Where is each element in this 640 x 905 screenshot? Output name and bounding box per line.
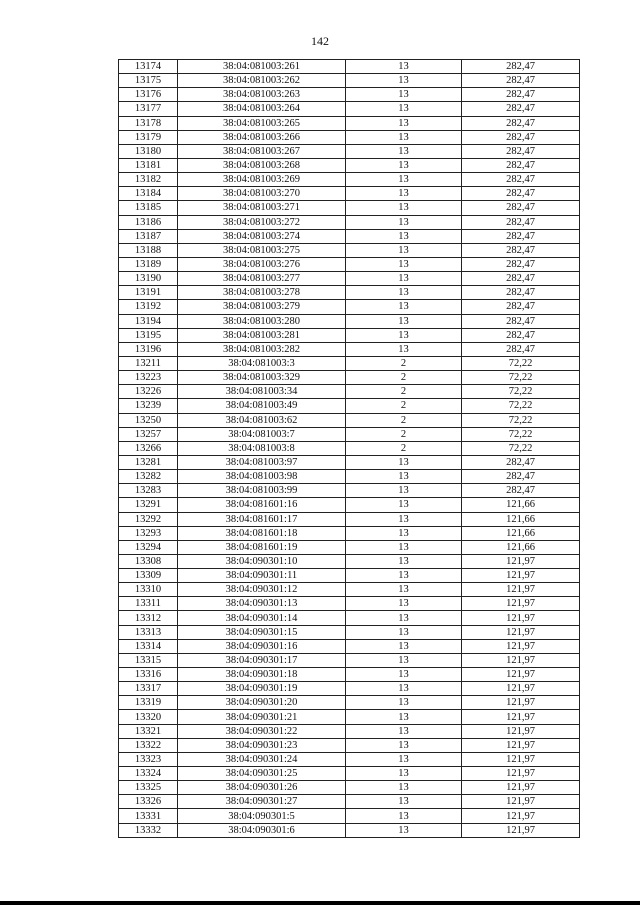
row-id-cell: 13250	[119, 413, 178, 427]
quantity-cell: 13	[346, 455, 462, 469]
value-cell: 121,97	[462, 696, 580, 710]
value-cell: 282,47	[462, 88, 580, 102]
cadastral-number-cell: 38:04:081003:263	[178, 88, 346, 102]
quantity-cell: 13	[346, 809, 462, 823]
table-row	[119, 144, 580, 158]
value-cell: 121,97	[462, 795, 580, 809]
cadastral-number-cell: 38:04:081003:97	[178, 455, 346, 469]
table-row	[119, 385, 580, 399]
row-id-cell: 13174	[119, 60, 178, 74]
cadastral-number-cell: 38:04:081003:274	[178, 229, 346, 243]
table-row	[119, 781, 580, 795]
row-id-cell: 13331	[119, 809, 178, 823]
value-cell: 121,97	[462, 724, 580, 738]
cadastral-number-cell: 38:04:090301:14	[178, 611, 346, 625]
value-cell: 282,47	[462, 130, 580, 144]
quantity-cell: 13	[346, 724, 462, 738]
page-number: 142	[311, 34, 329, 48]
table-row	[119, 526, 580, 540]
cadastral-number-cell: 38:04:081003:268	[178, 158, 346, 172]
cadastral-number-cell: 38:04:090301:23	[178, 738, 346, 752]
cadastral-number-cell: 38:04:081003:49	[178, 399, 346, 413]
quantity-cell: 13	[346, 682, 462, 696]
row-id-cell: 13226	[119, 385, 178, 399]
table-row	[119, 752, 580, 766]
value-cell: 72,22	[462, 441, 580, 455]
cadastral-number-cell: 38:04:090301:5	[178, 809, 346, 823]
quantity-cell: 13	[346, 781, 462, 795]
row-id-cell: 13320	[119, 710, 178, 724]
value-cell: 282,47	[462, 484, 580, 498]
value-cell: 121,97	[462, 569, 580, 583]
row-id-cell: 13177	[119, 102, 178, 116]
quantity-cell: 2	[346, 399, 462, 413]
quantity-cell: 13	[346, 625, 462, 639]
table-row	[119, 809, 580, 823]
cadastral-number-cell: 38:04:081003:281	[178, 328, 346, 342]
quantity-cell: 13	[346, 300, 462, 314]
quantity-cell: 2	[346, 441, 462, 455]
value-cell: 282,47	[462, 187, 580, 201]
row-id-cell: 13192	[119, 300, 178, 314]
table-row	[119, 639, 580, 653]
cadastral-number-cell: 38:04:081601:18	[178, 526, 346, 540]
value-cell: 282,47	[462, 342, 580, 356]
value-cell: 282,47	[462, 314, 580, 328]
row-id-cell: 13180	[119, 144, 178, 158]
row-id-cell: 13325	[119, 781, 178, 795]
value-cell: 121,97	[462, 554, 580, 568]
table-row	[119, 470, 580, 484]
value-cell: 282,47	[462, 74, 580, 88]
table-row	[119, 724, 580, 738]
cadastral-number-cell: 38:04:081003:275	[178, 243, 346, 257]
value-cell: 282,47	[462, 286, 580, 300]
table-row	[119, 158, 580, 172]
cadastral-number-cell: 38:04:081003:267	[178, 144, 346, 158]
table-row	[119, 625, 580, 639]
quantity-cell: 13	[346, 116, 462, 130]
row-id-cell: 13179	[119, 130, 178, 144]
value-cell: 282,47	[462, 60, 580, 74]
table-row	[119, 286, 580, 300]
row-id-cell: 13317	[119, 682, 178, 696]
row-id-cell: 13321	[119, 724, 178, 738]
cadastral-number-cell: 38:04:090301:20	[178, 696, 346, 710]
quantity-cell: 13	[346, 696, 462, 710]
value-cell: 72,22	[462, 356, 580, 370]
value-cell: 121,97	[462, 738, 580, 752]
cadastral-number-cell: 38:04:081003:8	[178, 441, 346, 455]
value-cell: 282,47	[462, 257, 580, 271]
cadastral-number-cell: 38:04:081003:329	[178, 371, 346, 385]
row-id-cell: 13319	[119, 696, 178, 710]
value-cell: 72,22	[462, 413, 580, 427]
row-id-cell: 13316	[119, 668, 178, 682]
cadastral-number-cell: 38:04:081003:276	[178, 257, 346, 271]
value-cell: 282,47	[462, 243, 580, 257]
table-row	[119, 540, 580, 554]
quantity-cell: 13	[346, 229, 462, 243]
row-id-cell: 13178	[119, 116, 178, 130]
quantity-cell: 13	[346, 653, 462, 667]
value-cell: 121,97	[462, 781, 580, 795]
quantity-cell: 13	[346, 710, 462, 724]
quantity-cell: 13	[346, 60, 462, 74]
cadastral-number-cell: 38:04:081003:270	[178, 187, 346, 201]
value-cell: 72,22	[462, 399, 580, 413]
value-cell: 72,22	[462, 385, 580, 399]
quantity-cell: 13	[346, 215, 462, 229]
cadastral-number-cell: 38:04:081003:272	[178, 215, 346, 229]
row-id-cell: 13332	[119, 823, 178, 837]
cadastral-number-cell: 38:04:081003:62	[178, 413, 346, 427]
table-row	[119, 300, 580, 314]
value-cell: 121,97	[462, 611, 580, 625]
table-row	[119, 371, 580, 385]
table-row	[119, 583, 580, 597]
value-cell: 282,47	[462, 229, 580, 243]
row-id-cell: 13185	[119, 201, 178, 215]
quantity-cell: 13	[346, 512, 462, 526]
row-id-cell: 13291	[119, 498, 178, 512]
value-cell: 121,66	[462, 498, 580, 512]
cadastral-number-cell: 38:04:081601:16	[178, 498, 346, 512]
quantity-cell: 13	[346, 484, 462, 498]
cadastral-number-cell: 38:04:081003:3	[178, 356, 346, 370]
table-row	[119, 116, 580, 130]
quantity-cell: 2	[346, 427, 462, 441]
value-cell: 282,47	[462, 455, 580, 469]
row-id-cell: 13195	[119, 328, 178, 342]
row-id-cell: 13191	[119, 286, 178, 300]
cadastral-number-cell: 38:04:081003:34	[178, 385, 346, 399]
row-id-cell: 13211	[119, 356, 178, 370]
value-cell: 121,97	[462, 809, 580, 823]
cadastral-number-cell: 38:04:090301:17	[178, 653, 346, 667]
cadastral-number-cell: 38:04:090301:26	[178, 781, 346, 795]
row-id-cell: 13239	[119, 399, 178, 413]
row-id-cell: 13293	[119, 526, 178, 540]
cadastral-table	[118, 59, 580, 838]
value-cell: 121,66	[462, 540, 580, 554]
row-id-cell: 13196	[119, 342, 178, 356]
row-id-cell: 13308	[119, 554, 178, 568]
value-cell: 121,97	[462, 682, 580, 696]
table-row	[119, 696, 580, 710]
quantity-cell: 13	[346, 314, 462, 328]
row-id-cell: 13282	[119, 470, 178, 484]
table-row	[119, 314, 580, 328]
row-id-cell: 13324	[119, 767, 178, 781]
value-cell: 282,47	[462, 300, 580, 314]
quantity-cell: 13	[346, 611, 462, 625]
row-id-cell: 13190	[119, 272, 178, 286]
table-row	[119, 173, 580, 187]
value-cell: 282,47	[462, 470, 580, 484]
value-cell: 282,47	[462, 158, 580, 172]
value-cell: 121,66	[462, 526, 580, 540]
table-row	[119, 215, 580, 229]
cadastral-number-cell: 38:04:081003:282	[178, 342, 346, 356]
table-row	[119, 512, 580, 526]
table-row	[119, 399, 580, 413]
table-row	[119, 328, 580, 342]
cadastral-number-cell: 38:04:090301:22	[178, 724, 346, 738]
cadastral-number-cell: 38:04:090301:25	[178, 767, 346, 781]
row-id-cell: 13223	[119, 371, 178, 385]
row-id-cell: 13187	[119, 229, 178, 243]
row-id-cell: 13186	[119, 215, 178, 229]
quantity-cell: 13	[346, 597, 462, 611]
value-cell: 121,97	[462, 625, 580, 639]
row-id-cell: 13176	[119, 88, 178, 102]
row-id-cell: 13311	[119, 597, 178, 611]
cadastral-number-cell: 38:04:090301:6	[178, 823, 346, 837]
row-id-cell: 13175	[119, 74, 178, 88]
table-row	[119, 272, 580, 286]
cadastral-number-cell: 38:04:081003:99	[178, 484, 346, 498]
table-row	[119, 823, 580, 837]
value-cell: 72,22	[462, 371, 580, 385]
table-row	[119, 60, 580, 74]
table-row	[119, 738, 580, 752]
value-cell: 282,47	[462, 173, 580, 187]
quantity-cell: 2	[346, 356, 462, 370]
table-row	[119, 569, 580, 583]
quantity-cell: 13	[346, 201, 462, 215]
quantity-cell: 13	[346, 272, 462, 286]
value-cell: 121,66	[462, 512, 580, 526]
row-id-cell: 13315	[119, 653, 178, 667]
value-cell: 121,97	[462, 583, 580, 597]
value-cell: 121,97	[462, 639, 580, 653]
quantity-cell: 13	[346, 88, 462, 102]
table-row	[119, 201, 580, 215]
quantity-cell: 13	[346, 470, 462, 484]
table-row	[119, 102, 580, 116]
cadastral-number-cell: 38:04:081003:269	[178, 173, 346, 187]
table-row	[119, 455, 580, 469]
row-id-cell: 13281	[119, 455, 178, 469]
quantity-cell: 13	[346, 158, 462, 172]
table-row	[119, 710, 580, 724]
value-cell: 121,97	[462, 752, 580, 766]
value-cell: 282,47	[462, 215, 580, 229]
quantity-cell: 13	[346, 738, 462, 752]
row-id-cell: 13188	[119, 243, 178, 257]
row-id-cell: 13323	[119, 752, 178, 766]
quantity-cell: 13	[346, 328, 462, 342]
row-id-cell: 13184	[119, 187, 178, 201]
table-row	[119, 653, 580, 667]
cadastral-number-cell: 38:04:081003:261	[178, 60, 346, 74]
cadastral-number-cell: 38:04:081003:278	[178, 286, 346, 300]
table-row	[119, 342, 580, 356]
table-row	[119, 767, 580, 781]
value-cell: 121,97	[462, 823, 580, 837]
table-row	[119, 498, 580, 512]
quantity-cell: 13	[346, 583, 462, 597]
table-row	[119, 413, 580, 427]
table-row	[119, 229, 580, 243]
row-id-cell: 13310	[119, 583, 178, 597]
cadastral-number-cell: 38:04:081003:280	[178, 314, 346, 328]
table-row	[119, 88, 580, 102]
value-cell: 282,47	[462, 116, 580, 130]
row-id-cell: 13194	[119, 314, 178, 328]
cadastral-number-cell: 38:04:081003:264	[178, 102, 346, 116]
table-row	[119, 597, 580, 611]
cadastral-number-cell: 38:04:090301:24	[178, 752, 346, 766]
value-cell: 282,47	[462, 144, 580, 158]
value-cell: 121,97	[462, 653, 580, 667]
row-id-cell: 13292	[119, 512, 178, 526]
value-cell: 282,47	[462, 272, 580, 286]
table-row	[119, 243, 580, 257]
row-id-cell: 13182	[119, 173, 178, 187]
quantity-cell: 13	[346, 569, 462, 583]
cadastral-number-cell: 38:04:081601:17	[178, 512, 346, 526]
value-cell: 282,47	[462, 201, 580, 215]
value-cell: 121,97	[462, 668, 580, 682]
value-cell: 121,97	[462, 710, 580, 724]
row-id-cell: 13322	[119, 738, 178, 752]
row-id-cell: 13283	[119, 484, 178, 498]
cadastral-number-cell: 38:04:090301:19	[178, 682, 346, 696]
row-id-cell: 13309	[119, 569, 178, 583]
cadastral-number-cell: 38:04:090301:27	[178, 795, 346, 809]
cadastral-number-cell: 38:04:090301:11	[178, 569, 346, 583]
quantity-cell: 13	[346, 74, 462, 88]
value-cell: 121,97	[462, 597, 580, 611]
row-id-cell: 13266	[119, 441, 178, 455]
cadastral-number-cell: 38:04:090301:13	[178, 597, 346, 611]
cadastral-number-cell: 38:04:090301:12	[178, 583, 346, 597]
row-id-cell: 13326	[119, 795, 178, 809]
row-id-cell: 13294	[119, 540, 178, 554]
table-body	[119, 60, 580, 838]
row-id-cell: 13312	[119, 611, 178, 625]
value-cell: 121,97	[462, 767, 580, 781]
cadastral-number-cell: 38:04:090301:15	[178, 625, 346, 639]
quantity-cell: 13	[346, 243, 462, 257]
value-cell: 72,22	[462, 427, 580, 441]
quantity-cell: 13	[346, 668, 462, 682]
quantity-cell: 13	[346, 286, 462, 300]
cadastral-number-cell: 38:04:081003:265	[178, 116, 346, 130]
table-row	[119, 668, 580, 682]
table-row	[119, 356, 580, 370]
table-row	[119, 441, 580, 455]
row-id-cell: 13313	[119, 625, 178, 639]
cadastral-number-cell: 38:04:081003:7	[178, 427, 346, 441]
table-row	[119, 484, 580, 498]
quantity-cell: 13	[346, 526, 462, 540]
quantity-cell: 13	[346, 554, 462, 568]
cadastral-number-cell: 38:04:081003:271	[178, 201, 346, 215]
table-row	[119, 554, 580, 568]
value-cell: 282,47	[462, 102, 580, 116]
cadastral-number-cell: 38:04:081601:19	[178, 540, 346, 554]
table-row	[119, 187, 580, 201]
value-cell: 282,47	[462, 328, 580, 342]
quantity-cell: 13	[346, 173, 462, 187]
quantity-cell: 2	[346, 371, 462, 385]
row-id-cell: 13314	[119, 639, 178, 653]
cadastral-number-cell: 38:04:081003:266	[178, 130, 346, 144]
quantity-cell: 2	[346, 413, 462, 427]
table-row	[119, 74, 580, 88]
quantity-cell: 2	[346, 385, 462, 399]
quantity-cell: 13	[346, 795, 462, 809]
cadastral-number-cell: 38:04:090301:10	[178, 554, 346, 568]
table-row	[119, 257, 580, 271]
table-row	[119, 427, 580, 441]
cadastral-number-cell: 38:04:090301:21	[178, 710, 346, 724]
cadastral-number-cell: 38:04:081003:277	[178, 272, 346, 286]
quantity-cell: 13	[346, 144, 462, 158]
cadastral-number-cell: 38:04:081003:262	[178, 74, 346, 88]
quantity-cell: 13	[346, 540, 462, 554]
cadastral-number-cell: 38:04:081003:98	[178, 470, 346, 484]
row-id-cell: 13257	[119, 427, 178, 441]
quantity-cell: 13	[346, 102, 462, 116]
table-row	[119, 611, 580, 625]
scan-bottom-edge	[0, 901, 640, 905]
row-id-cell: 13189	[119, 257, 178, 271]
quantity-cell: 13	[346, 342, 462, 356]
table-row	[119, 130, 580, 144]
quantity-cell: 13	[346, 823, 462, 837]
table-row	[119, 682, 580, 696]
quantity-cell: 13	[346, 187, 462, 201]
quantity-cell: 13	[346, 130, 462, 144]
cadastral-number-cell: 38:04:090301:16	[178, 639, 346, 653]
quantity-cell: 13	[346, 257, 462, 271]
cadastral-number-cell: 38:04:090301:18	[178, 668, 346, 682]
quantity-cell: 13	[346, 498, 462, 512]
quantity-cell: 13	[346, 752, 462, 766]
quantity-cell: 13	[346, 639, 462, 653]
quantity-cell: 13	[346, 767, 462, 781]
table-row	[119, 795, 580, 809]
cadastral-number-cell: 38:04:081003:279	[178, 300, 346, 314]
row-id-cell: 13181	[119, 158, 178, 172]
